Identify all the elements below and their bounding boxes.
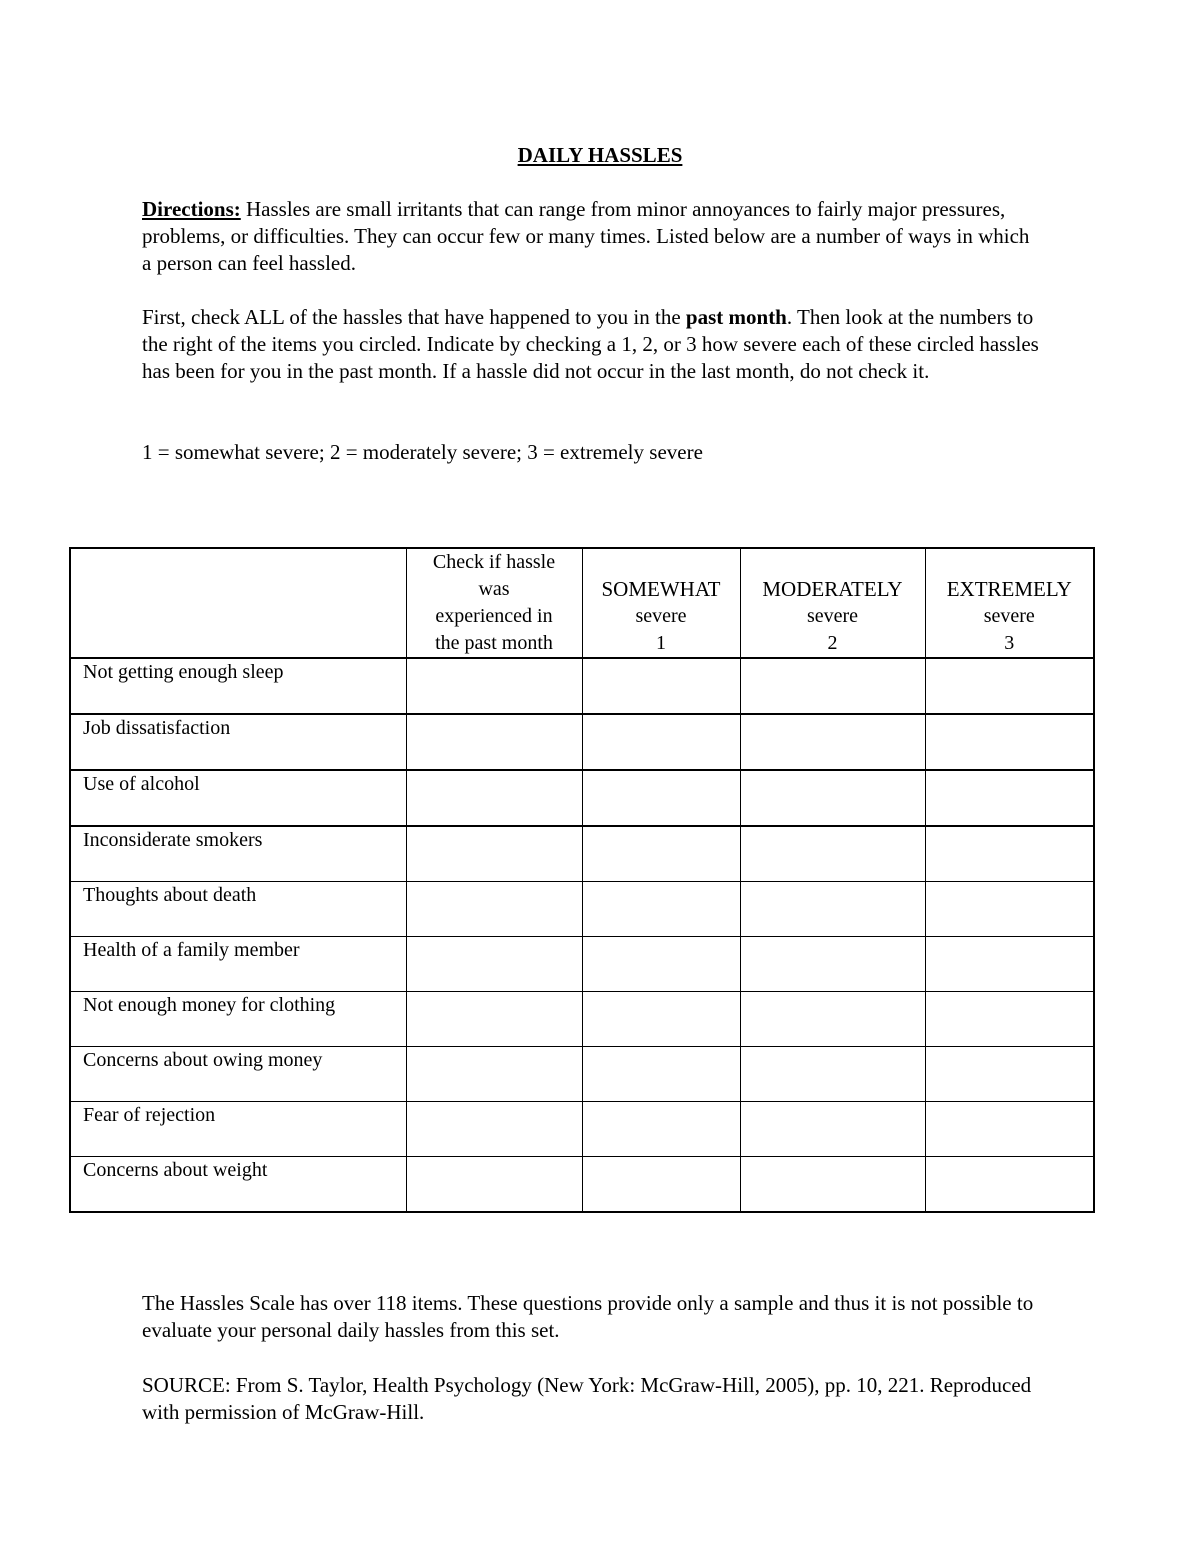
table-row — [70, 658, 1094, 714]
source-citation: SOURCE: From S. Taylor, Health Psychology (New York: McGraw-Hill, 2005), pp. 10, 221. Reproduced with permission of McGraw-Hill. — [142, 1373, 1032, 1424]
check-cell[interactable] — [406, 1102, 582, 1157]
header-moderately — [740, 548, 925, 658]
table-row — [70, 714, 1094, 770]
header-check-line: experienced in — [435, 605, 553, 627]
directions-text: Hassles are small irritants that can range from minor annoyances to fairly major pressures, problems, or difficulties. They can occur few or many times. Listed below are a number of ways in which a person can feel hassled. — [142, 197, 1030, 275]
table-row — [70, 937, 1094, 992]
hassle-item-label: Use of alcohol — [70, 770, 406, 826]
table-row — [70, 1102, 1094, 1157]
somewhat-cell[interactable] — [582, 714, 740, 770]
header-check-line: was — [478, 578, 510, 600]
somewhat-cell[interactable] — [582, 826, 740, 882]
hassle-item-label: Thoughts about death — [70, 882, 406, 937]
extremely-cell[interactable] — [925, 1047, 1094, 1102]
somewhat-cell[interactable] — [582, 1157, 740, 1213]
check-cell[interactable] — [406, 770, 582, 826]
hassle-item-label: Job dissatisfaction — [70, 714, 406, 770]
moderately-cell[interactable] — [740, 937, 925, 992]
header-moderately-number: 2 — [827, 632, 838, 654]
moderately-cell[interactable] — [740, 826, 925, 882]
hassle-item-label: Health of a family member — [70, 937, 406, 992]
extremely-cell[interactable] — [925, 1157, 1094, 1213]
moderately-cell[interactable] — [740, 882, 925, 937]
check-cell[interactable] — [406, 714, 582, 770]
hassle-item-label: Not enough money for clothing — [70, 992, 406, 1047]
instructions-paragraph — [142, 304, 1042, 385]
instructions-text-after: . Then look at the numbers to the right of the items you circled. Indicate by checking a 1, 2, or 3 how severe each of these circled hassles has been for you in the past month. If a hassle did not occur in the last month, do not check it. — [142, 305, 1039, 383]
somewhat-cell[interactable] — [582, 992, 740, 1047]
check-cell[interactable] — [406, 658, 582, 714]
directions-label: Directions: — [142, 197, 241, 221]
somewhat-cell[interactable] — [582, 658, 740, 714]
directions-paragraph — [142, 196, 1042, 277]
header-extremely-level: EXTREMELY — [946, 577, 1072, 601]
extremely-cell[interactable] — [925, 826, 1094, 882]
header-extremely-number: 3 — [1004, 632, 1015, 654]
somewhat-cell[interactable] — [582, 1047, 740, 1102]
table-row — [70, 1157, 1094, 1213]
check-cell[interactable] — [406, 1157, 582, 1213]
table-row — [70, 826, 1094, 882]
header-row — [70, 548, 1094, 658]
moderately-cell[interactable] — [740, 714, 925, 770]
header-somewhat — [582, 548, 740, 658]
table-row — [70, 1047, 1094, 1102]
extremely-cell[interactable] — [925, 714, 1094, 770]
extremely-cell[interactable] — [925, 992, 1094, 1047]
moderately-cell[interactable] — [740, 658, 925, 714]
check-cell[interactable] — [406, 826, 582, 882]
somewhat-cell[interactable] — [582, 770, 740, 826]
extremely-cell[interactable] — [925, 770, 1094, 826]
check-cell[interactable] — [406, 1047, 582, 1102]
moderately-cell[interactable] — [740, 1157, 925, 1213]
hassle-item-label: Not getting enough sleep — [70, 658, 406, 714]
header-check — [406, 548, 582, 658]
header-moderately-word: severe — [806, 605, 859, 627]
check-cell[interactable] — [406, 882, 582, 937]
somewhat-cell[interactable] — [582, 1102, 740, 1157]
header-check-line: Check if hassle — [432, 551, 556, 573]
header-somewhat-level: SOMEWHAT — [601, 577, 721, 601]
extremely-cell[interactable] — [925, 937, 1094, 992]
header-extremely-word: severe — [983, 605, 1035, 627]
somewhat-cell[interactable] — [582, 937, 740, 992]
table-row — [70, 992, 1094, 1047]
header-somewhat-number: 1 — [656, 632, 666, 654]
table-row — [70, 770, 1094, 826]
moderately-cell[interactable] — [740, 1102, 925, 1157]
footer-note: The Hassles Scale has over 118 items. These questions provide only a sample and thus it is not possible to evaluate your personal daily hassles from this set. — [142, 1291, 1034, 1342]
page-title: DAILY HASSLES — [517, 143, 683, 167]
header-extremely — [925, 548, 1094, 658]
moderately-cell[interactable] — [740, 992, 925, 1047]
table-row — [70, 882, 1094, 937]
hassle-item-label: Fear of rejection — [70, 1102, 406, 1157]
extremely-cell[interactable] — [925, 882, 1094, 937]
moderately-cell[interactable] — [740, 770, 925, 826]
hassle-item-label: Inconsiderate smokers — [70, 826, 406, 882]
header-check-line: the past month — [435, 632, 553, 654]
header-item-cell — [70, 548, 406, 658]
header-somewhat-word: severe — [635, 605, 687, 627]
extremely-cell[interactable] — [925, 1102, 1094, 1157]
header-moderately-level: MODERATELY — [762, 577, 903, 601]
hassle-item-label: Concerns about weight — [70, 1157, 406, 1213]
scale-legend: 1 = somewhat severe; 2 = moderately severe; 3 = extremely severe — [142, 440, 703, 464]
hassles-table — [69, 547, 1095, 1213]
check-cell[interactable] — [406, 992, 582, 1047]
moderately-cell[interactable] — [740, 1047, 925, 1102]
check-cell[interactable] — [406, 937, 582, 992]
instructions-emphasis: past month — [685, 305, 787, 329]
extremely-cell[interactable] — [925, 658, 1094, 714]
somewhat-cell[interactable] — [582, 882, 740, 937]
hassle-item-label: Concerns about owing money — [70, 1047, 406, 1102]
instructions-text-before: First, check ALL of the hassles that have happened to you in the — [142, 305, 686, 329]
